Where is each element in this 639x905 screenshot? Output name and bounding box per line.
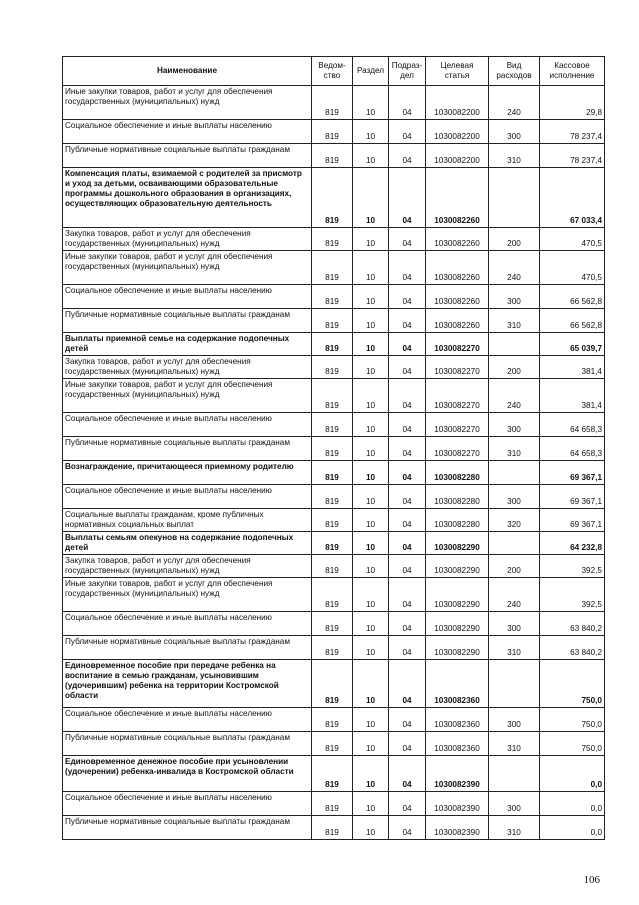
row-section: 10 (353, 120, 389, 144)
row-subsection: 04 (389, 379, 426, 413)
row-name: Единовременное денежное пособие при усыновлении (удочерении) ребенка-инвалида в Костромской области (63, 756, 312, 792)
header-subsection: Подраз- дел (389, 57, 426, 86)
header-expense-type: Вид расходов (489, 57, 540, 86)
table-row (63, 333, 605, 356)
row-amount: 63 840,2 (540, 636, 605, 660)
row-expense-type: 310 (489, 816, 540, 840)
row-target: 1030082290 (426, 612, 489, 636)
row-dept: 819 (312, 379, 353, 413)
row-name: Социальное обеспечение и иные выплаты населению (63, 120, 312, 144)
row-section: 10 (353, 555, 389, 578)
row-subsection: 04 (389, 612, 426, 636)
row-subsection: 04 (389, 509, 426, 532)
row-dept: 819 (312, 708, 353, 732)
row-amount: 381,4 (540, 379, 605, 413)
row-amount: 65 039,7 (540, 333, 605, 356)
row-name: Публичные нормативные социальные выплаты гражданам (63, 732, 312, 756)
row-subsection: 04 (389, 144, 426, 168)
table-row (63, 144, 605, 168)
table-row (63, 708, 605, 732)
header-dept: Ведом- ство (312, 57, 353, 86)
row-dept: 819 (312, 309, 353, 333)
row-section: 10 (353, 732, 389, 756)
row-target: 1030082270 (426, 437, 489, 461)
row-expense-type: 310 (489, 144, 540, 168)
row-name: Компенсация платы, взимаемой с родителей за присмотр и уход за детьми, осваивающими образовательные программы дошкольного образования в организациях, осуществляющих образовательную деятельность (63, 168, 312, 228)
row-expense-type: 310 (489, 437, 540, 461)
row-name: Закупка товаров, работ и услуг для обеспечения государственных (муниципальных) нужд (63, 228, 312, 251)
row-expense-type: 200 (489, 555, 540, 578)
table-row (63, 461, 605, 485)
table-row (63, 732, 605, 756)
row-section: 10 (353, 437, 389, 461)
row-dept: 819 (312, 251, 353, 285)
row-dept: 819 (312, 555, 353, 578)
row-subsection: 04 (389, 413, 426, 437)
row-dept: 819 (312, 756, 353, 792)
row-expense-type (489, 461, 540, 485)
row-target: 1030082390 (426, 756, 489, 792)
row-amount: 750,0 (540, 660, 605, 708)
row-target: 1030082280 (426, 461, 489, 485)
row-dept: 819 (312, 732, 353, 756)
row-section: 10 (353, 578, 389, 612)
row-section: 10 (353, 144, 389, 168)
row-expense-type: 300 (489, 120, 540, 144)
header-section: Раздел (353, 57, 389, 86)
row-dept: 819 (312, 816, 353, 840)
table-row (63, 636, 605, 660)
page-number: 106 (583, 874, 600, 886)
row-name: Социальное обеспечение и иные выплаты населению (63, 708, 312, 732)
row-subsection: 04 (389, 309, 426, 333)
table-row (63, 816, 605, 840)
row-amount: 66 562,8 (540, 309, 605, 333)
row-target: 1030082290 (426, 555, 489, 578)
table-row (63, 612, 605, 636)
row-expense-type (489, 660, 540, 708)
row-target: 1030082290 (426, 636, 489, 660)
header-row (63, 57, 605, 86)
row-section: 10 (353, 356, 389, 379)
row-name: Иные закупки товаров, работ и услуг для обеспечения государственных (муниципальных) нужд (63, 251, 312, 285)
row-section: 10 (353, 86, 389, 120)
row-amount: 392,5 (540, 578, 605, 612)
row-target: 1030082260 (426, 251, 489, 285)
row-expense-type: 240 (489, 578, 540, 612)
row-expense-type: 310 (489, 732, 540, 756)
row-name: Публичные нормативные социальные выплаты гражданам (63, 816, 312, 840)
row-name: Выплаты семьям опекунов на содержание подопечных детей (63, 532, 312, 555)
row-target: 1030082270 (426, 356, 489, 379)
row-expense-type: 240 (489, 251, 540, 285)
row-target: 1030082270 (426, 379, 489, 413)
row-subsection: 04 (389, 555, 426, 578)
row-subsection: 04 (389, 708, 426, 732)
row-amount: 64 232,8 (540, 532, 605, 555)
row-target: 1030082290 (426, 532, 489, 555)
row-expense-type: 300 (489, 708, 540, 732)
table-row (63, 228, 605, 251)
row-dept: 819 (312, 144, 353, 168)
row-target: 1030082200 (426, 120, 489, 144)
row-name: Иные закупки товаров, работ и услуг для обеспечения государственных (муниципальных) нужд (63, 578, 312, 612)
row-amount: 69 367,1 (540, 461, 605, 485)
row-dept: 819 (312, 356, 353, 379)
row-dept: 819 (312, 792, 353, 816)
table-row (63, 509, 605, 532)
row-section: 10 (353, 379, 389, 413)
row-amount: 67 033,4 (540, 168, 605, 228)
row-section: 10 (353, 309, 389, 333)
row-target: 1030082290 (426, 578, 489, 612)
row-dept: 819 (312, 636, 353, 660)
row-dept: 819 (312, 461, 353, 485)
row-expense-type: 240 (489, 86, 540, 120)
table-row (63, 120, 605, 144)
row-amount: 470,5 (540, 228, 605, 251)
row-target: 1030082390 (426, 816, 489, 840)
row-amount: 78 237,4 (540, 144, 605, 168)
row-expense-type: 300 (489, 485, 540, 509)
row-section: 10 (353, 612, 389, 636)
row-subsection: 04 (389, 485, 426, 509)
table-row (63, 555, 605, 578)
row-section: 10 (353, 792, 389, 816)
row-target: 1030082270 (426, 333, 489, 356)
row-target: 1030082390 (426, 792, 489, 816)
row-name: Выплаты приемной семье на содержание подопечных детей (63, 333, 312, 356)
row-amount: 0,0 (540, 756, 605, 792)
row-subsection: 04 (389, 461, 426, 485)
row-subsection: 04 (389, 437, 426, 461)
header-target: Целевая статья (426, 57, 489, 86)
row-expense-type: 320 (489, 509, 540, 532)
row-subsection: 04 (389, 86, 426, 120)
row-expense-type: 300 (489, 792, 540, 816)
row-subsection: 04 (389, 120, 426, 144)
table-row (63, 251, 605, 285)
row-dept: 819 (312, 509, 353, 532)
row-amount: 0,0 (540, 816, 605, 840)
row-dept: 819 (312, 413, 353, 437)
row-section: 10 (353, 413, 389, 437)
row-expense-type (489, 532, 540, 555)
row-name: Публичные нормативные социальные выплаты гражданам (63, 144, 312, 168)
row-section: 10 (353, 509, 389, 532)
row-name: Публичные нормативные социальные выплаты гражданам (63, 636, 312, 660)
row-name: Закупка товаров, работ и услуг для обеспечения государственных (муниципальных) нужд (63, 356, 312, 379)
row-section: 10 (353, 333, 389, 356)
row-section: 10 (353, 532, 389, 555)
row-name: Иные закупки товаров, работ и услуг для обеспечения государственных (муниципальных) нужд (63, 379, 312, 413)
row-subsection: 04 (389, 732, 426, 756)
row-expense-type: 240 (489, 379, 540, 413)
row-target: 1030082200 (426, 144, 489, 168)
row-expense-type: 200 (489, 356, 540, 379)
row-expense-type: 300 (489, 413, 540, 437)
row-amount: 470,5 (540, 251, 605, 285)
table-row (63, 437, 605, 461)
row-subsection: 04 (389, 532, 426, 555)
row-subsection: 04 (389, 792, 426, 816)
header-name: Наименование (63, 57, 312, 86)
table-row (63, 485, 605, 509)
row-name: Закупка товаров, работ и услуг для обеспечения государственных (муниципальных) нужд (63, 555, 312, 578)
row-amount: 69 367,1 (540, 509, 605, 532)
row-dept: 819 (312, 578, 353, 612)
row-amount: 78 237,4 (540, 120, 605, 144)
row-section: 10 (353, 816, 389, 840)
row-target: 1030082270 (426, 413, 489, 437)
row-dept: 819 (312, 228, 353, 251)
row-subsection: 04 (389, 333, 426, 356)
row-dept: 819 (312, 120, 353, 144)
row-dept: 819 (312, 532, 353, 555)
row-dept: 819 (312, 333, 353, 356)
row-name: Социальное обеспечение и иные выплаты населению (63, 485, 312, 509)
row-section: 10 (353, 228, 389, 251)
table-row (63, 356, 605, 379)
row-name: Публичные нормативные социальные выплаты гражданам (63, 437, 312, 461)
row-amount: 64 658,3 (540, 437, 605, 461)
row-amount: 66 562,8 (540, 285, 605, 309)
row-expense-type: 310 (489, 309, 540, 333)
table-row (63, 532, 605, 555)
row-dept: 819 (312, 168, 353, 228)
row-expense-type: 300 (489, 612, 540, 636)
row-name: Социальное обеспечение и иные выплаты населению (63, 285, 312, 309)
row-section: 10 (353, 756, 389, 792)
row-name: Социальное обеспечение и иные выплаты населению (63, 792, 312, 816)
row-dept: 819 (312, 285, 353, 309)
row-target: 1030082360 (426, 732, 489, 756)
row-amount: 29,8 (540, 86, 605, 120)
table-row (63, 660, 605, 708)
row-target: 1030082260 (426, 228, 489, 251)
table-row (63, 413, 605, 437)
row-subsection: 04 (389, 578, 426, 612)
row-subsection: 04 (389, 660, 426, 708)
row-section: 10 (353, 636, 389, 660)
row-expense-type: 200 (489, 228, 540, 251)
row-name: Единовременное пособие при передаче ребенка на воспитание в семью гражданам, усыновившим (удочерившим) ребенка на территории Костромской области (63, 660, 312, 708)
row-section: 10 (353, 251, 389, 285)
row-amount: 750,0 (540, 732, 605, 756)
budget-execution-table (62, 56, 605, 840)
row-target: 1030082280 (426, 509, 489, 532)
row-name: Социальное обеспечение и иные выплаты населению (63, 612, 312, 636)
table-row (63, 309, 605, 333)
row-expense-type (489, 168, 540, 228)
row-expense-type (489, 333, 540, 356)
row-target: 1030082280 (426, 485, 489, 509)
row-section: 10 (353, 285, 389, 309)
row-subsection: 04 (389, 285, 426, 309)
row-subsection: 04 (389, 756, 426, 792)
row-subsection: 04 (389, 816, 426, 840)
table-row (63, 756, 605, 792)
row-section: 10 (353, 485, 389, 509)
row-expense-type: 310 (489, 636, 540, 660)
row-target: 1030082260 (426, 285, 489, 309)
row-amount: 381,4 (540, 356, 605, 379)
table-row (63, 168, 605, 228)
row-amount: 750,0 (540, 708, 605, 732)
row-target: 1030082360 (426, 708, 489, 732)
row-subsection: 04 (389, 356, 426, 379)
row-name: Вознаграждение, причитающееся приемному родителю (63, 461, 312, 485)
table-row (63, 379, 605, 413)
header-execution: Кассовое исполнение (540, 57, 605, 86)
row-target: 1030082360 (426, 660, 489, 708)
row-name: Социальные выплаты гражданам, кроме публичных нормативных социальных выплат (63, 509, 312, 532)
row-amount: 63 840,2 (540, 612, 605, 636)
row-subsection: 04 (389, 168, 426, 228)
row-subsection: 04 (389, 636, 426, 660)
row-amount: 392,5 (540, 555, 605, 578)
row-dept: 819 (312, 660, 353, 708)
row-dept: 819 (312, 86, 353, 120)
row-name: Социальное обеспечение и иные выплаты населению (63, 413, 312, 437)
row-amount: 69 367,1 (540, 485, 605, 509)
row-section: 10 (353, 660, 389, 708)
table-row (63, 792, 605, 816)
row-target: 1030082260 (426, 309, 489, 333)
row-section: 10 (353, 708, 389, 732)
row-target: 1030082260 (426, 168, 489, 228)
table-row (63, 86, 605, 120)
row-dept: 819 (312, 612, 353, 636)
row-section: 10 (353, 461, 389, 485)
row-target: 1030082200 (426, 86, 489, 120)
table-row (63, 578, 605, 612)
row-dept: 819 (312, 437, 353, 461)
table-row (63, 285, 605, 309)
row-name: Публичные нормативные социальные выплаты гражданам (63, 309, 312, 333)
row-expense-type: 300 (489, 285, 540, 309)
row-subsection: 04 (389, 251, 426, 285)
row-dept: 819 (312, 485, 353, 509)
row-amount: 64 658,3 (540, 413, 605, 437)
row-name: Иные закупки товаров, работ и услуг для обеспечения государственных (муниципальных) нужд (63, 86, 312, 120)
row-section: 10 (353, 168, 389, 228)
row-subsection: 04 (389, 228, 426, 251)
row-amount: 0,0 (540, 792, 605, 816)
table-body (63, 86, 605, 840)
row-expense-type (489, 756, 540, 792)
